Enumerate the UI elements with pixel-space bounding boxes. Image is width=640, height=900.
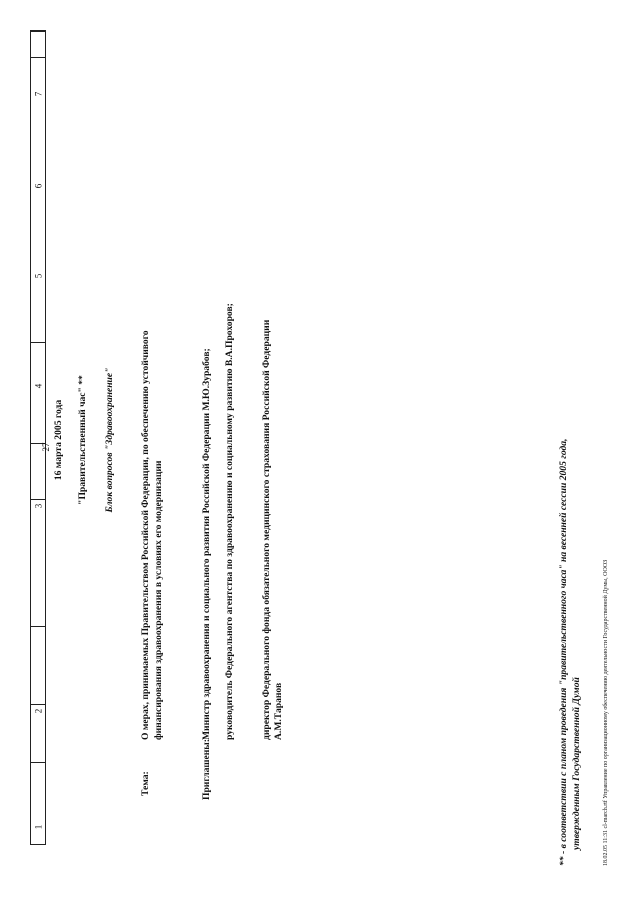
block-title: Блок вопросов "Здравоохранение" [104, 367, 115, 513]
column-number: 1 [33, 824, 44, 830]
column-number: 2 [33, 708, 44, 714]
invited-person: руководитель Федерального агентства по здравоохранению и социальному развитию В.А.Прохоров; [224, 303, 235, 740]
invited-person: директор Федерального фонда обязательного медицинского страхования Российской Федерации [261, 319, 272, 740]
footnote: утвержденным Государственной Думой [571, 677, 582, 850]
date-heading: 16 марта 2005 года [53, 399, 64, 481]
invited-label: Приглашены: [201, 739, 212, 800]
meta-line: 18.02.05 11:31 cl-march.rtf Управление по организационному обеспечению деятельности Государственной Думы, ОООЗ [603, 559, 609, 866]
column-number: 5 [33, 273, 44, 279]
footnote: ** - в соответствии с планом проведения "правительственного часа" на весенней сессии 2005 года, [558, 438, 569, 866]
column-number: 4 [33, 383, 44, 389]
page-number: 27 [41, 442, 51, 452]
topic-text: О мерах, принимаемых Правительством Российской Федерации, по обеспечению устойчивого [140, 330, 151, 740]
invited-person: А.М.Таранов [273, 682, 284, 740]
column-number: 7 [33, 91, 44, 97]
topic-text: финансирования здравоохранения в условиях его модернизации [153, 460, 164, 740]
column-number: 6 [33, 183, 44, 189]
event-title: "Правительственный час" ** [77, 375, 88, 505]
column-number: 3 [33, 503, 44, 509]
topic-label: Тема: [140, 771, 151, 796]
invited-person: Министр здравоохранения и социального развития Российской Федерации М.Ю.Зурабов; [201, 348, 212, 740]
document-body [0, 10, 620, 870]
